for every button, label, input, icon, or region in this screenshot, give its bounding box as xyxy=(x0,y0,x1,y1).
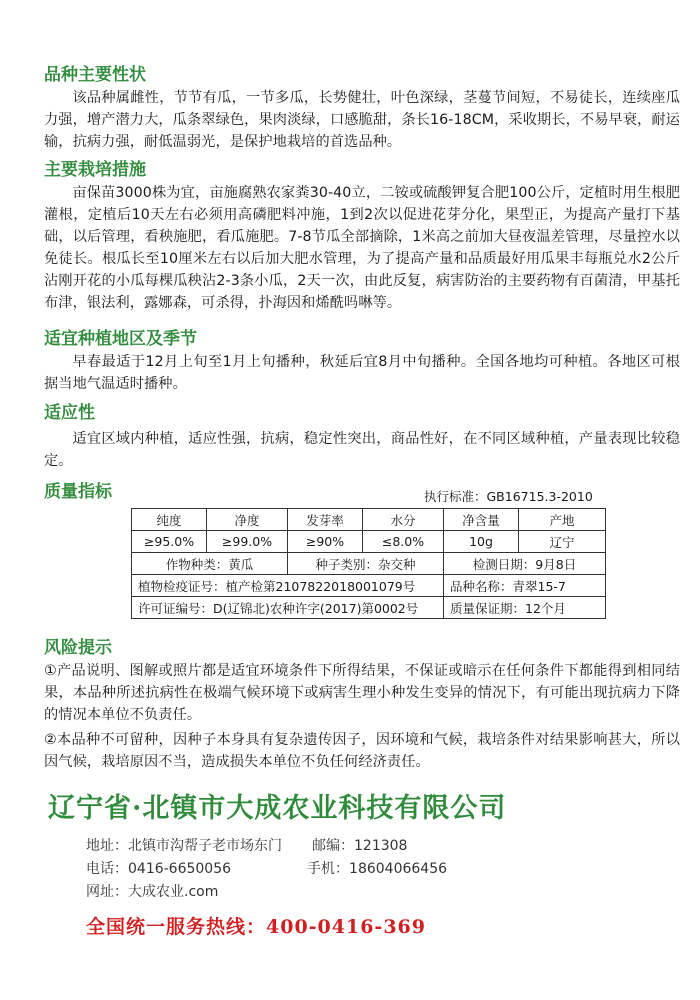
header-cell: 净含量 xyxy=(444,509,519,531)
quality-header-row xyxy=(132,509,606,531)
quality-value-row xyxy=(132,531,606,553)
variety-text: 该品种属雌性，节节有瓜，一节多瓜，长势健壮，叶色深绿，茎蔓节间短，不易徒长，连续座瓜力强，增产潜力大，瓜条翠绿色，果肉淡绿，口感脆甜，条长16-18CM，采收期长，不易早衰，耐运输，抗病力强，耐低温弱光，是保护地栽培的首选品种。 xyxy=(44,90,680,150)
value-cell: ≤8.0% xyxy=(363,531,444,553)
quality-table xyxy=(131,508,606,619)
postcode: 邮编：121308 xyxy=(312,838,408,854)
adaptability-text: 适宜区域内种植，适应性强，抗病，稳定性突出，商品性好，在不同区域种植，产量表现比较稳定。 xyxy=(44,431,680,469)
seed-type: 种子类别：杂交种 xyxy=(288,553,444,575)
value-cell: 10g xyxy=(444,531,519,553)
mobile: 手机：18604066456 xyxy=(307,861,448,877)
header-cell: 水分 xyxy=(363,509,444,531)
value-cell: 辽宁 xyxy=(519,531,606,553)
quality-info-row xyxy=(132,553,606,575)
risk-title: 风险提示 xyxy=(44,638,112,658)
value-cell: ≥90% xyxy=(288,531,363,553)
test-date: 检测日期：9月8日 xyxy=(444,553,606,575)
region-text: 早春最适于12月上旬至1月上旬播种，秋延后宜8月中旬播种。全国各地均可种植。各地区可根据当地气温适时播种。 xyxy=(44,354,680,392)
quality-license-row xyxy=(132,597,606,619)
website: 网址：大成农业.com xyxy=(86,884,219,900)
value-cell: ≥99.0% xyxy=(207,531,288,553)
service-hotline: 全国统一服务热线：400-0416-369 xyxy=(86,916,426,938)
header-cell: 净度 xyxy=(207,509,288,531)
header-cell: 发芽率 xyxy=(288,509,363,531)
region-title: 适宜种植地区及季节 xyxy=(44,329,197,349)
website-line xyxy=(86,882,218,902)
company-name: 辽宁省·北镇市大成农业科技有限公司 xyxy=(48,793,507,824)
crop-type: 作物种类：黄瓜 xyxy=(132,553,288,575)
header-cell: 纯度 xyxy=(132,509,207,531)
variety-title: 品种主要性状 xyxy=(44,65,146,85)
variety-name: 品种名称：青翠15-7 xyxy=(444,575,606,597)
cultivation-title: 主要栽培措施 xyxy=(44,160,146,180)
address-line xyxy=(86,836,407,856)
phone-line xyxy=(86,859,447,879)
quality-cert-row xyxy=(132,575,606,597)
warranty-period: 质量保证期：12个月 xyxy=(444,597,606,619)
adaptability-title: 适应性 xyxy=(44,403,95,423)
phone: 电话：0416-6650056 xyxy=(86,861,232,877)
risk-item-2: ②本品种不可留种，因种子本身具有复杂遗传因子，因环境和气候，栽培条件对结果影响甚大，所以因气候，栽培原因不当，造成损失本单位不负任何经济责任。 xyxy=(44,732,680,770)
execution-standard: 执行标准：GB16715.3-2010 xyxy=(424,489,593,504)
address: 地址：北镇市沟帮子老市场东门 xyxy=(86,838,282,854)
quarantine-cert: 植物检疫证号：植产检第2107822018001079号 xyxy=(132,575,444,597)
cultivation-text: 亩保苗3000株为宜，亩施腐熟农家粪30-40立，二铵或硫酸钾复合肥100公斤，定植时用生根肥灌根，定植后10天左右必须用高磷肥料冲施，1到2次以促进花芽分化，果型正，为提高产量打下基础，以后管理，看秧施肥，看瓜施肥。7-8节瓜全部摘除，1米高之前加大昼夜温差管理，尽量控水以免徒长。根瓜长至10厘米左右以后加大肥水管理，为了提高产量和品质最好用瓜果丰每瓶兑水2公斤沾刚开花的小瓜每棵瓜秧沾2-3条小瓜，2天一次，由此反复，病害防治的主要药物有百菌清，甲基托布津，银法利，露娜森，可杀得，扑海因和烯酰吗啉等。 xyxy=(44,185,680,311)
quality-title: 质量指标 xyxy=(44,482,112,502)
header-cell: 产地 xyxy=(519,509,606,531)
value-cell: ≥95.0% xyxy=(132,531,207,553)
risk-item-1: ①产品说明、图解或照片都是适宜环境条件下所得结果，不保证或暗示在任何条件下都能得到相同结果，本品种所述抗病性在极端气候环境下或病害生理小种发生变异的情况下，有可能出现抗病力下降的情况本单位不负责任。 xyxy=(44,663,680,723)
license-number: 许可证编号：D(辽锦北)农种许字(2017)第0002号 xyxy=(132,597,444,619)
